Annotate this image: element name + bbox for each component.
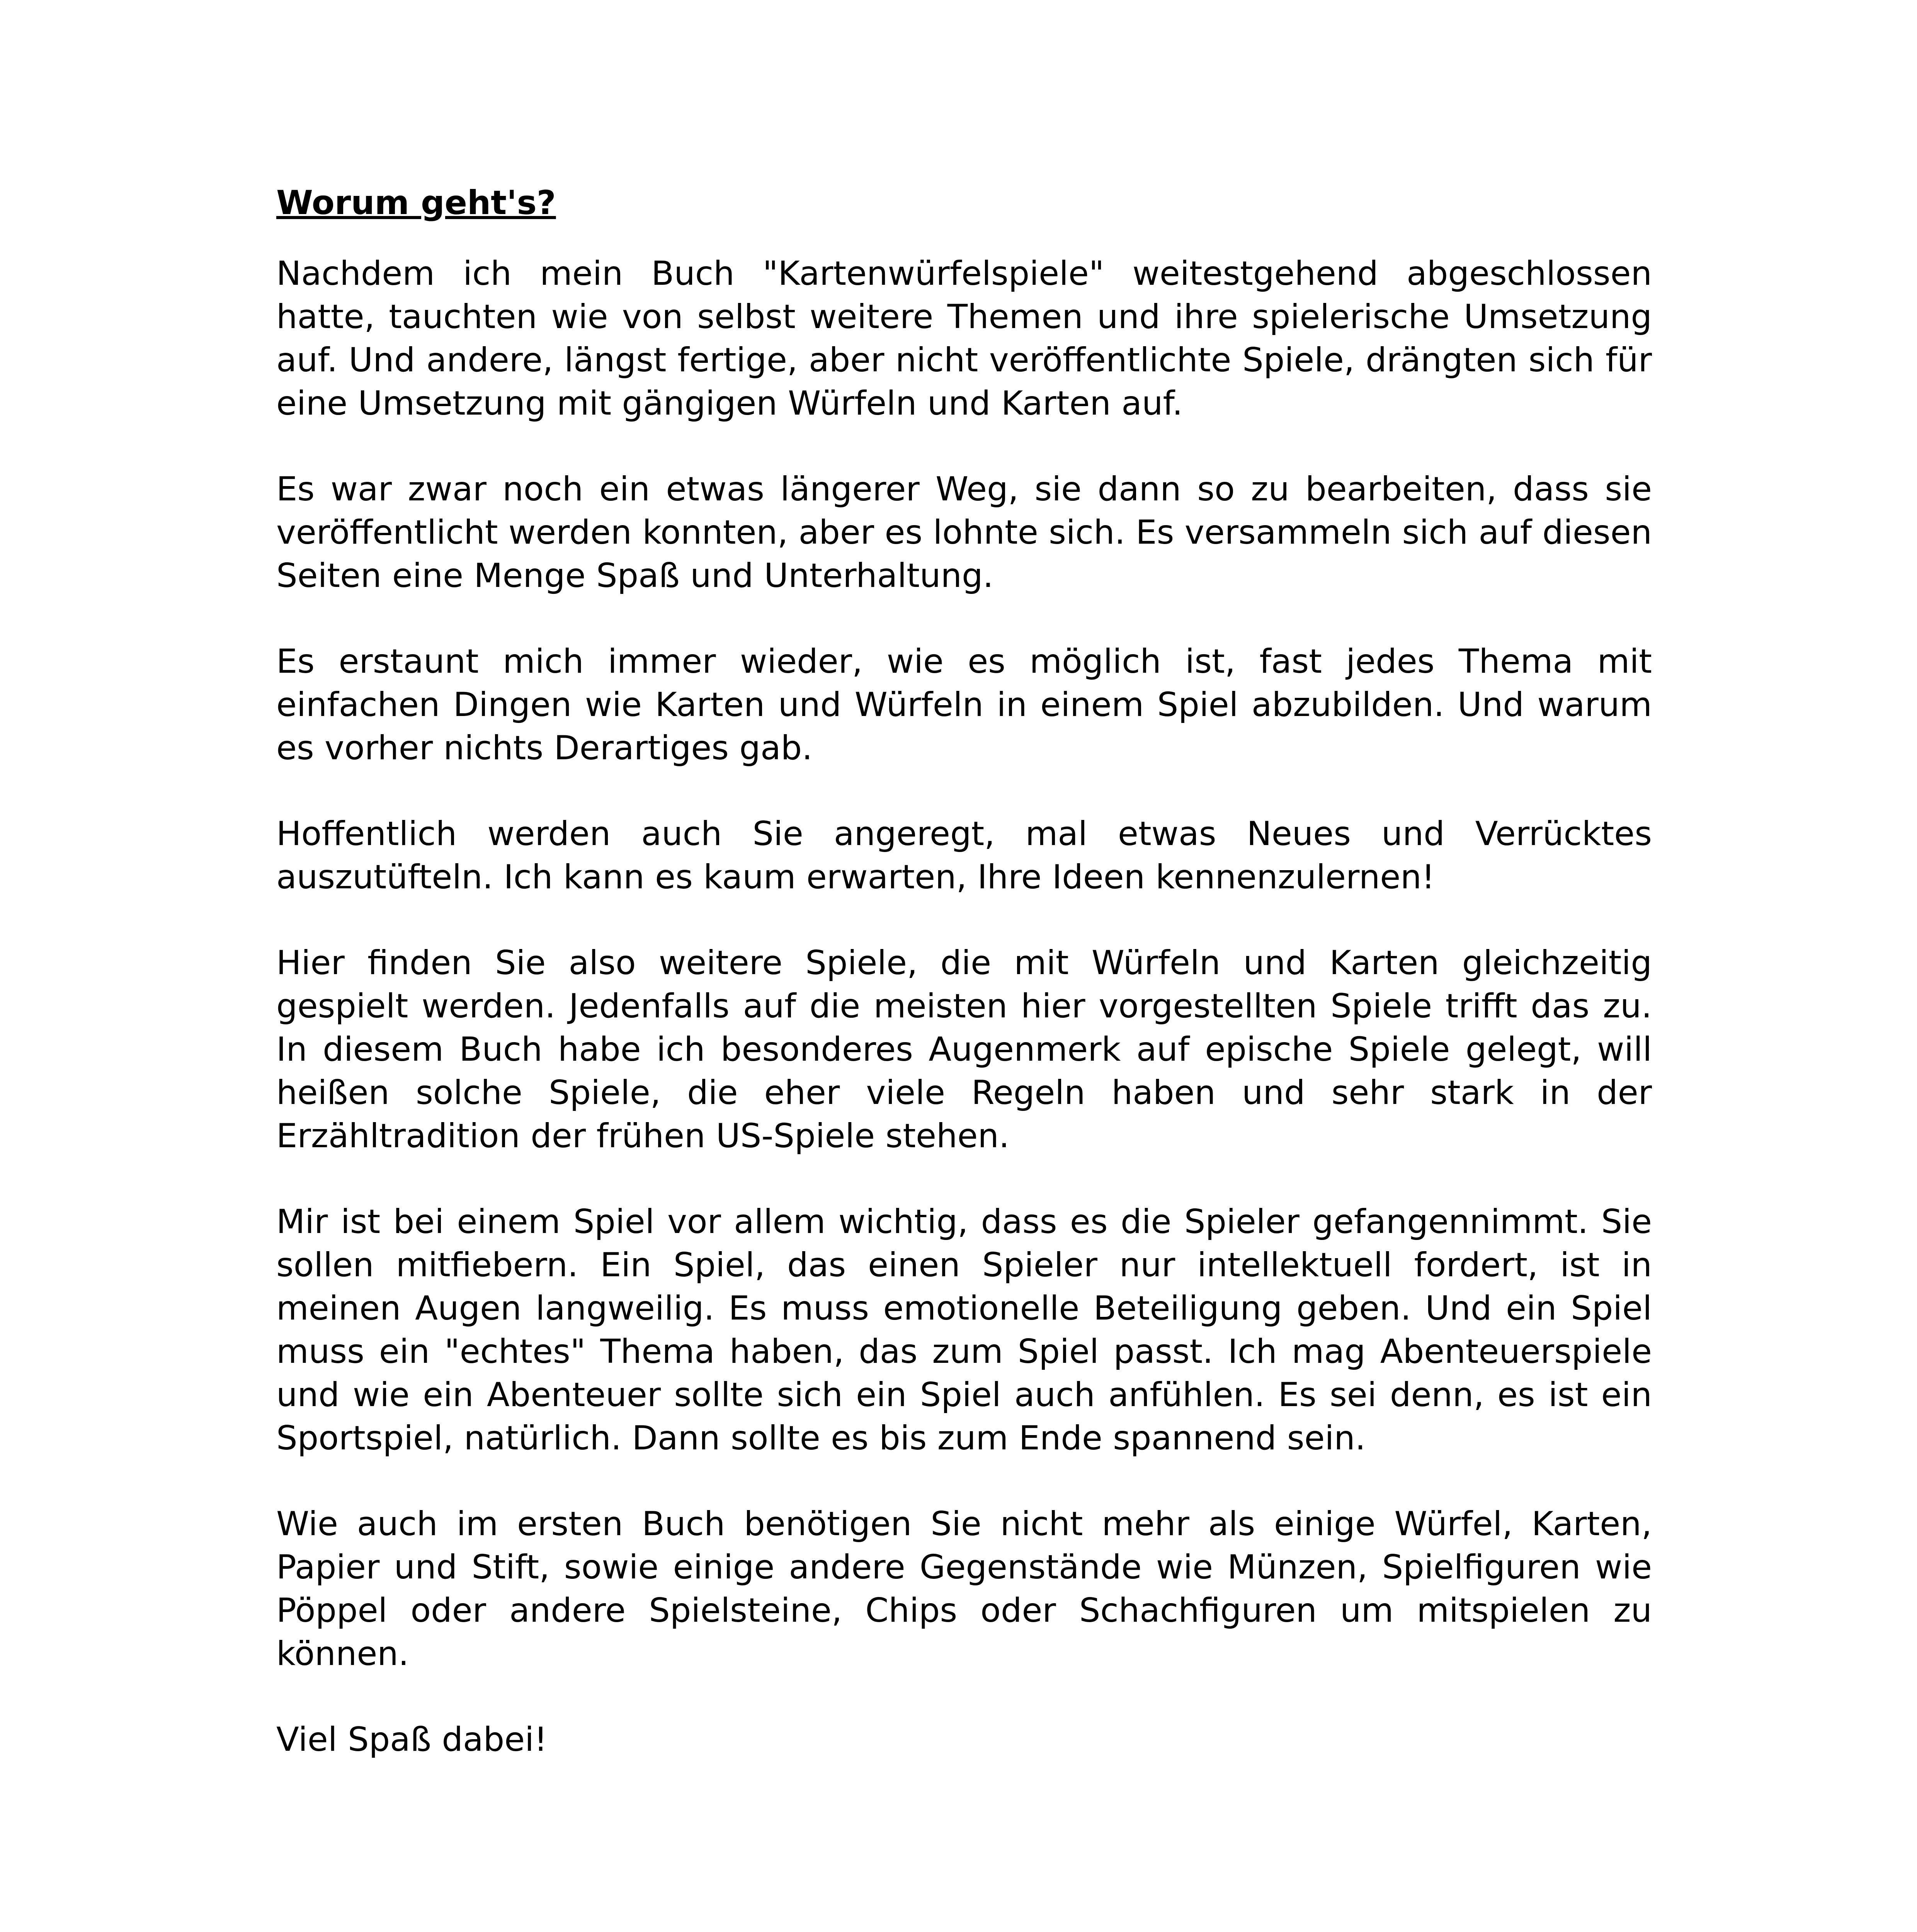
paragraph-4: Hoffentlich werden auch Sie angeregt, mal etwas Neues und Verrücktes auszutüfteln. Ich kann es kaum erwarten, Ihre Ideen kennenzulernen! (276, 814, 1652, 896)
page-content (276, 182, 1652, 1804)
paragraph-1: Nachdem ich mein Buch "Kartenwürfelspiele" weitestgehend abgeschlossen hatte, tauchten wie von selbst weitere Themen und ihre spielerische Umsetzung auf. Und andere, längst fertige, aber nicht veröffentlichte Spiele, drängten sich für eine Umsetzung mit gängigen Würfeln und Karten auf. (276, 254, 1652, 423)
paragraph-5: Hier finden Sie also weitere Spiele, die mit Würfeln und Karten gleichzeitig gespielt werden. Jedenfalls auf die meisten hier vorgestellten Spiele trifft das zu. In diesem Buch habe ich besonderes Augenmerk auf epische Spiele gelegt, will heißen solche Spiele, die eher viele Regeln haben und sehr stark in der Erzähltradition der frühen US-Spiele stehen. (276, 943, 1652, 1155)
paragraph-3: Es erstaunt mich immer wieder, wie es möglich ist, fast jedes Thema mit einfachen Dingen wie Karten und Würfeln in einem Spiel abzubilden. Und warum es vorher nichts Derartiges gab. (276, 642, 1652, 767)
paragraph-6: Mir ist bei einem Spiel vor allem wichtig, dass es die Spieler gefangennimmt. Sie sollen mitfiebern. Ein Spiel, das einen Spieler nur intellektuell fordert, ist in meinen Augen langweilig. Es muss emotionelle Beteiligung geben. Und ein Spiel muss ein "echtes" Thema haben, das zum Spiel passt. Ich mag Abenteuerspiele und wie ein Abenteuer sollte sich ein Spiel auch anfühlen. Es sei denn, es ist ein Sportspiel, natürlich. Dann sollte es bis zum Ende spannend sein. (276, 1202, 1652, 1458)
page-heading: Worum geht's? (276, 184, 556, 222)
closing-line: Viel Spaß dabei! (276, 1720, 548, 1759)
paragraph-2: Es war zwar noch ein etwas längerer Weg, sie dann so zu bearbeiten, dass sie veröffentlicht werden konnten, aber es lohnte sich. Es versammeln sich auf diesen Seiten eine Menge Spaß und Unterhaltung. (276, 469, 1652, 595)
paragraph-7: Wie auch im ersten Buch benötigen Sie nicht mehr als einige Würfel, Karten, Papier und Stift, sowie einige andere Gegenstände wie Münzen, Spielfiguren wie Pöppel oder andere Spielsteine, Chips oder Schachfiguren um mitspielen zu können. (276, 1504, 1652, 1673)
